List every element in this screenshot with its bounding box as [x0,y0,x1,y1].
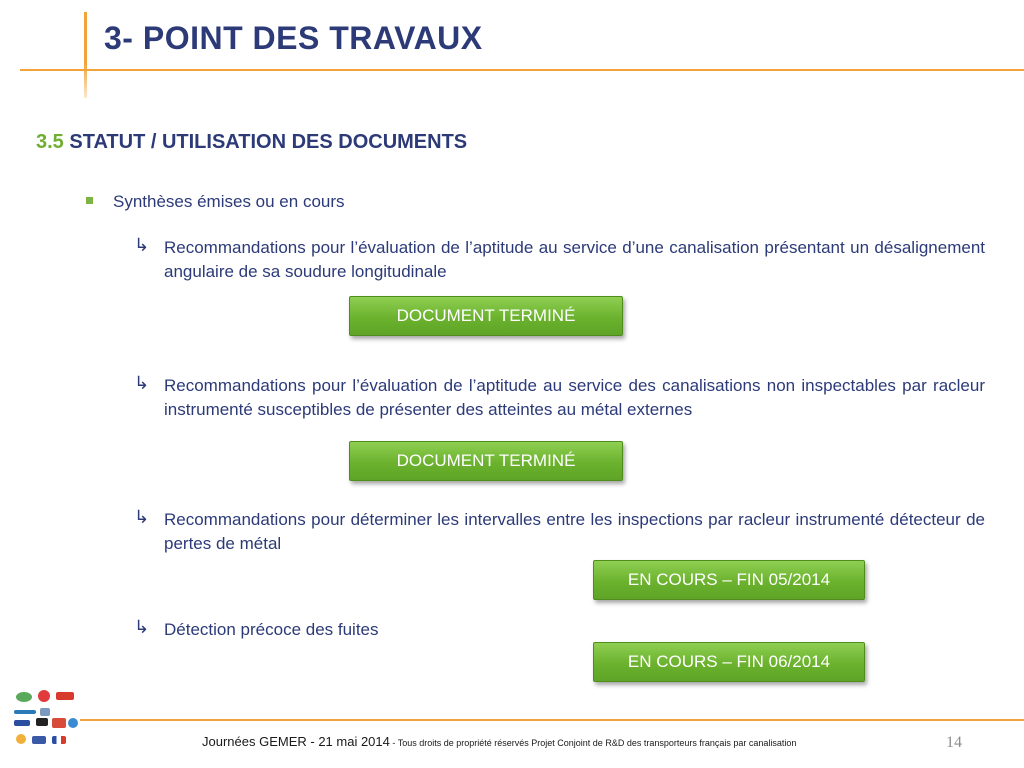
list-item: Recommandations pour l’évaluation de l’aptitude au service des canalisations non inspectables par racleur instrumenté susceptibles de présenter des atteintes au métal externes [164,376,985,419]
title-horizontal-rule [20,69,1024,71]
partner-logo-icon [36,718,48,726]
partner-logo-icon [52,736,66,744]
bullet-text: Synthèses émises ou en cours [113,192,345,211]
title-vertical-rule [84,12,87,98]
partner-logos [12,688,82,754]
footer-text [202,734,796,749]
list-item: Recommandations pour déterminer les intervalles entre les inspections par racleur instrumenté détecteur de pertes de métal [164,510,985,553]
partner-logo-icon [16,692,32,702]
arrow-bullet-icon: ↳ [134,507,150,528]
arrow-bullet-icon: ↳ [134,617,150,638]
partner-logo-icon [38,690,50,702]
footer-rule [80,719,1024,721]
status-badge: DOCUMENT TERMINÉ [349,441,623,481]
section-title: STATUT / UTILISATION DES DOCUMENTS [69,131,468,153]
partner-logo-icon [52,718,66,728]
partner-logo-icon [40,708,50,716]
partner-logo-icon [32,736,46,744]
footer-rights: - Tous droits de propriété réservés Projet Conjoint de R&D des transporteurs français par canalisation [389,738,797,748]
status-badge: EN COURS – FIN 06/2014 [593,642,865,682]
partner-logo-icon [68,718,78,728]
section-number: 3.5 [36,131,64,153]
section-heading [36,131,467,154]
partner-logo-icon [56,692,74,700]
page-number: 14 [946,734,962,751]
arrow-bullet-icon: ↳ [134,373,150,394]
slide-title: 3- POINT DES TRAVAUX [104,20,483,56]
list-item: Recommandations pour l’évaluation de l’aptitude au service d’une canalisation présentant un désalignement angulaire de sa soudure longitudinale [164,238,985,281]
square-bullet-icon [86,197,93,204]
arrow-bullet-icon: ↳ [134,235,150,256]
partner-logo-icon [16,734,26,744]
partner-logo-icon [14,710,36,714]
footer-event: Journées GEMER - 21 mai 2014 [202,734,390,749]
status-badge: EN COURS – FIN 05/2014 [593,560,865,600]
list-item: Détection précoce des fuites [164,620,379,639]
status-badge: DOCUMENT TERMINÉ [349,296,623,336]
partner-logo-icon [14,720,30,726]
